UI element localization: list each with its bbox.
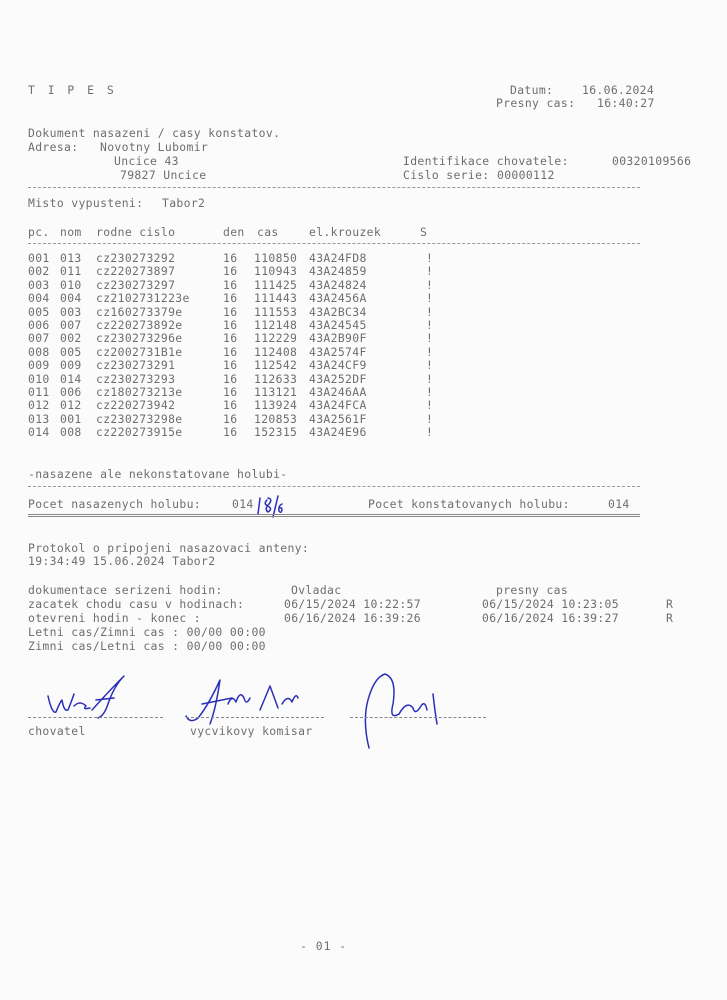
- breeder-signature-label: chovatel: [28, 724, 86, 738]
- cell-nom: 001: [60, 411, 82, 426]
- cell-pc: 001: [28, 251, 50, 265]
- not-clocked-note: -nasazene ale nekonstatovane holubi-: [28, 467, 288, 481]
- cell-cas: 111553: [254, 304, 298, 319]
- cell-s: !: [426, 304, 434, 319]
- cell-el-krouzek: 43A24545: [309, 318, 367, 332]
- third-signature-line: [350, 717, 486, 718]
- clocked-count: 014: [608, 497, 630, 511]
- commissioner-signature: [180, 668, 310, 730]
- clock-title: dokumentace serizeni hodin:: [28, 583, 223, 597]
- cell-rodne-cislo: cz230273298e: [96, 411, 183, 426]
- cell-cas: 112148: [254, 318, 298, 332]
- cell-cas: 113924: [254, 398, 298, 413]
- cell-rodne-cislo: cz230273296e: [96, 331, 183, 346]
- date-value: 16.06.2024: [582, 83, 655, 97]
- cell-cas: 112633: [254, 371, 298, 386]
- breeder-id-label: Identifikace chovatele:: [403, 154, 569, 168]
- cell-den: 16: [223, 304, 238, 319]
- cell-nom: 011: [60, 264, 82, 279]
- cell-pc: 014: [28, 425, 50, 440]
- cell-pc: 008: [28, 344, 50, 359]
- cell-el-krouzek: 43A2B90F: [309, 331, 367, 346]
- page-number: - 01 -: [300, 939, 348, 953]
- col-header-nom: nom: [60, 225, 82, 239]
- cell-nom: 010: [60, 277, 82, 292]
- clock-col-device: Ovladac: [291, 583, 342, 597]
- cell-s: !: [426, 251, 434, 265]
- cell-s: !: [426, 331, 434, 346]
- clock-start-label: zacatek chodu casu v hodinach:: [28, 597, 245, 611]
- cell-cas: 112408: [254, 344, 298, 359]
- clock-start-flag: R: [666, 597, 674, 611]
- commissioner-signature-line: [186, 717, 324, 718]
- cell-s: !: [426, 371, 434, 386]
- antenna-title: Protokol o pripojeni nasazovaci anteny:: [28, 541, 310, 555]
- cell-el-krouzek: 43A2561F: [309, 411, 367, 426]
- cell-pc: 010: [28, 371, 50, 386]
- cell-nom: 009: [60, 358, 82, 373]
- cell-pc: 004: [28, 291, 50, 306]
- cell-nom: 003: [60, 304, 82, 319]
- divider: [28, 187, 640, 188]
- clock-open-exact: 06/16/2024 16:39:27: [482, 611, 619, 625]
- breeder-id: 00320109566: [612, 154, 692, 168]
- cell-rodne-cislo: cz230273291: [96, 358, 176, 373]
- cell-pc: 002: [28, 264, 50, 279]
- cell-pc: 005: [28, 304, 50, 319]
- time-value: 16:40:27: [597, 96, 655, 110]
- cell-den: 16: [223, 398, 238, 413]
- cell-s: !: [426, 291, 434, 306]
- cell-den: 16: [223, 411, 238, 426]
- time-label: Presny cas:: [496, 96, 576, 110]
- handwritten-note: [254, 490, 284, 522]
- cell-den: 16: [223, 344, 238, 359]
- series-number: 00000112: [497, 168, 555, 182]
- city: 79827 Uncice: [120, 168, 207, 182]
- antenna-value: 19:34:49 15.06.2024 Tabor2: [28, 554, 216, 568]
- document-title: Dokument nasazeni / casy konstatov.: [28, 126, 281, 140]
- cell-s: !: [426, 411, 434, 426]
- cell-rodne-cislo: cz230273292: [96, 251, 176, 265]
- cell-el-krouzek: 43A2BC34: [309, 304, 367, 319]
- cell-el-krouzek: 43A24FD8: [309, 251, 367, 265]
- cell-den: 16: [223, 291, 238, 306]
- clocked-label: Pocet konstatovanych holubu:: [368, 497, 570, 511]
- cell-pc: 013: [28, 411, 50, 426]
- third-signature: [355, 664, 445, 756]
- divider: [28, 243, 640, 244]
- cell-nom: 014: [60, 371, 82, 386]
- series-label: Cislo serie:: [403, 168, 490, 182]
- col-header-cas: cas: [257, 225, 279, 239]
- cell-cas: 111425: [254, 277, 298, 292]
- cell-pc: 009: [28, 358, 50, 373]
- cell-cas: 120853: [254, 411, 298, 426]
- col-header-pc: pc.: [28, 225, 50, 239]
- street: Uncice 43: [114, 154, 179, 168]
- clock-open-label: otevreni hodin - konec :: [28, 611, 201, 625]
- cell-s: !: [426, 425, 434, 440]
- cell-pc: 006: [28, 318, 50, 332]
- cell-den: 16: [223, 251, 238, 265]
- cell-den: 16: [223, 425, 238, 440]
- commissioner-signature-label: vycvikovy komisar: [190, 724, 313, 738]
- cell-s: !: [426, 358, 434, 373]
- cell-cas: 152315: [254, 425, 298, 440]
- clock-col-exact: presny cas: [496, 583, 569, 597]
- cell-el-krouzek: 43A24E96: [309, 425, 367, 440]
- winter-summer: Zimni cas/Letni cas : 00/00 00:00: [28, 639, 266, 653]
- cell-s: !: [426, 385, 434, 399]
- cell-den: 16: [223, 358, 238, 373]
- col-header-s: S: [420, 225, 428, 239]
- basketed-count: 014: [232, 497, 254, 511]
- cell-nom: 004: [60, 291, 82, 306]
- cell-pc: 003: [28, 277, 50, 292]
- summer-winter: Letni cas/Zimni cas : 00/00 00:00: [28, 625, 266, 639]
- clock-start-device: 06/15/2024 10:22:57: [284, 597, 421, 611]
- cell-rodne-cislo: cz230273297: [96, 277, 176, 292]
- col-header-el-krouzek: el.krouzek: [309, 225, 382, 239]
- company-name: T I P E S: [28, 83, 117, 97]
- cell-cas: 112542: [254, 358, 298, 373]
- cell-el-krouzek: 43A24824: [309, 277, 367, 292]
- cell-den: 16: [223, 264, 238, 279]
- cell-nom: 002: [60, 331, 82, 346]
- cell-rodne-cislo: cz220273942: [96, 398, 176, 413]
- cell-el-krouzek: 43A24FCA: [309, 398, 367, 413]
- cell-cas: 110850: [254, 251, 298, 265]
- cell-s: !: [426, 344, 434, 359]
- cell-nom: 013: [60, 251, 82, 265]
- cell-rodne-cislo: cz160273379e: [96, 304, 183, 319]
- cell-den: 16: [223, 371, 238, 386]
- basketed-label: Pocet nasazenych holubu:: [28, 497, 201, 511]
- cell-el-krouzek: 43A2456A: [309, 291, 367, 306]
- cell-nom: 006: [60, 385, 82, 399]
- cell-den: 16: [223, 318, 238, 332]
- col-header-rodne-cislo: rodne cislo: [96, 225, 176, 239]
- cell-den: 16: [223, 385, 238, 399]
- cell-rodne-cislo: cz220273915e: [96, 425, 183, 440]
- cell-cas: 111443: [254, 291, 298, 306]
- cell-el-krouzek: 43A2574F: [309, 344, 367, 359]
- cell-pc: 012: [28, 398, 50, 413]
- breeder-signature-line: [28, 717, 163, 718]
- cell-el-krouzek: 43A24CF9: [309, 358, 367, 373]
- cell-rodne-cislo: cz230273293: [96, 371, 176, 386]
- release-place-label: Misto vypusteni:: [28, 196, 144, 210]
- cell-el-krouzek: 43A24859: [309, 264, 367, 279]
- cell-pc: 007: [28, 331, 50, 346]
- cell-rodne-cislo: cz220273897: [96, 264, 176, 279]
- cell-cas: 113121: [254, 385, 298, 399]
- divider: [28, 486, 640, 487]
- table-header: [28, 225, 428, 239]
- cell-pc: 011: [28, 385, 50, 399]
- release-place: Tabor2: [162, 196, 206, 210]
- col-header-den: den: [223, 225, 245, 239]
- cell-el-krouzek: 43A246AA: [309, 385, 367, 399]
- cell-nom: 007: [60, 318, 82, 332]
- double-divider: [28, 514, 640, 517]
- cell-s: !: [426, 264, 434, 279]
- cell-rodne-cislo: cz2002731B1e: [96, 344, 183, 359]
- cell-rodne-cislo: cz220273892e: [96, 318, 183, 332]
- address-label: Adresa:: [28, 140, 79, 154]
- cell-rodne-cislo: cz2102731223e: [96, 291, 190, 306]
- date-label: Datum:: [510, 83, 554, 97]
- clock-start-exact: 06/15/2024 10:23:05: [482, 597, 619, 611]
- cell-nom: 008: [60, 425, 82, 440]
- cell-nom: 012: [60, 398, 82, 413]
- clock-open-device: 06/16/2024 16:39:26: [284, 611, 421, 625]
- cell-den: 16: [223, 331, 238, 346]
- cell-el-krouzek: 43A252DF: [309, 371, 367, 386]
- cell-nom: 005: [60, 344, 82, 359]
- cell-s: !: [426, 277, 434, 292]
- cell-rodne-cislo: cz180273213e: [96, 385, 183, 399]
- owner-name: Novotny Lubomir: [100, 140, 209, 154]
- cell-s: !: [426, 318, 434, 332]
- cell-s: !: [426, 398, 434, 413]
- cell-cas: 112229: [254, 331, 298, 346]
- clock-open-flag: R: [666, 611, 674, 625]
- cell-cas: 110943: [254, 264, 298, 279]
- cell-den: 16: [223, 277, 238, 292]
